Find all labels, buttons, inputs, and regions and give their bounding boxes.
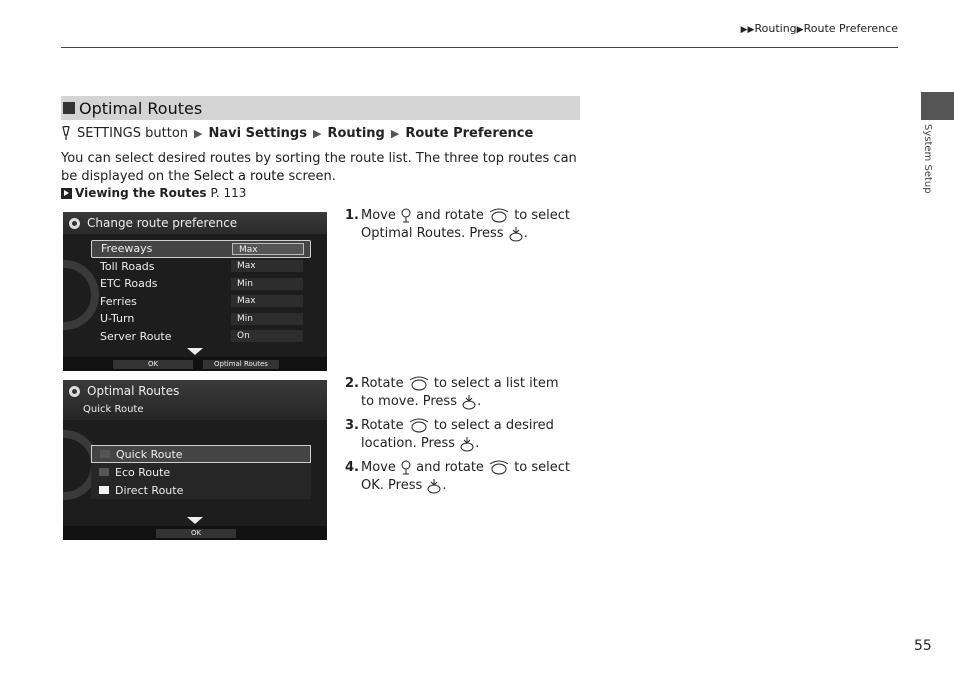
step-2 xyxy=(345,375,575,411)
interface-dial-rotate-icon xyxy=(488,460,510,476)
heading-square-icon xyxy=(63,102,75,114)
xref-title[interactable]: Viewing the Routes xyxy=(75,186,207,200)
step-text: Rotate xyxy=(361,418,404,433)
path-start: SETTINGS button xyxy=(77,126,189,141)
list-item-ferries[interactable] xyxy=(91,293,311,311)
side-tab-label: System Setup xyxy=(922,124,933,194)
list-item-label: Ferries xyxy=(100,294,137,308)
path-routing: Routing xyxy=(327,126,385,141)
steps-group-2 xyxy=(345,375,575,501)
step-text: to select xyxy=(514,208,571,223)
list-item-direct-route[interactable] xyxy=(91,481,311,499)
list-item-label: Toll Roads xyxy=(100,259,155,273)
enter-press-icon xyxy=(461,394,477,410)
path-arrow-icon: ▶ xyxy=(390,127,400,140)
step-text: . xyxy=(442,478,447,493)
checkbox-checked-icon xyxy=(99,486,109,494)
interface-dial-rotate-icon xyxy=(408,418,430,434)
interface-dial-rotate-icon xyxy=(408,376,430,392)
step-number: 2. xyxy=(345,376,359,391)
joystick-move-icon xyxy=(400,208,412,224)
step-text: to select xyxy=(514,460,571,475)
step-number: 4. xyxy=(345,460,359,475)
list-item-value: Max xyxy=(231,260,303,272)
menu-path xyxy=(61,126,533,141)
step-3 xyxy=(345,417,575,453)
step-4 xyxy=(345,459,575,495)
route-preference-list xyxy=(91,240,311,345)
screen-title-bar xyxy=(63,380,327,402)
breadcrumb-arrow-icon: ▶▶ xyxy=(740,25,755,35)
list-item-label: Quick Route xyxy=(116,447,183,461)
optimal-routes-button[interactable]: Optimal Routes xyxy=(203,360,279,369)
ui-term-optimal-routes: Optimal Routes xyxy=(361,226,462,241)
list-item-label: Freeways xyxy=(101,242,153,256)
step-text: Move xyxy=(361,460,396,475)
step-text: Move xyxy=(361,208,396,223)
screen-optimal-routes xyxy=(63,380,327,540)
step-text: and rotate xyxy=(416,208,484,223)
checkbox-icon xyxy=(100,450,110,458)
screen-subtitle: Quick Route xyxy=(83,404,144,415)
step-text: . Press xyxy=(379,478,423,493)
cross-reference[interactable] xyxy=(61,186,246,200)
list-item-label: Server Route xyxy=(100,329,172,343)
section-heading xyxy=(61,96,580,120)
list-item-quick-route[interactable] xyxy=(91,445,311,463)
list-item-label: U-Turn xyxy=(100,312,135,326)
step-1 xyxy=(345,207,575,243)
xref-page: P. 113 xyxy=(210,186,247,200)
path-arrow-icon: ▶ xyxy=(312,127,322,140)
talk-icon xyxy=(61,126,71,141)
scroll-down-icon[interactable] xyxy=(187,517,203,524)
scroll-down-icon[interactable] xyxy=(187,348,203,355)
screen-title-bar xyxy=(63,212,327,234)
ui-term-select-a-route: Select a route xyxy=(193,169,285,184)
list-item-value: Max xyxy=(232,243,304,255)
enter-press-icon xyxy=(426,478,442,494)
screen-title: Optimal Routes xyxy=(87,384,180,398)
step-number: 1. xyxy=(345,208,359,223)
list-item-label: ETC Roads xyxy=(100,277,158,291)
list-item-value: Max xyxy=(231,295,303,307)
breadcrumb-arrow-icon: ▶ xyxy=(796,25,804,35)
step-number: 3. xyxy=(345,418,359,433)
path-arrow-icon: ▶ xyxy=(194,127,203,140)
list-item-label: Eco Route xyxy=(115,465,171,479)
ok-button[interactable]: OK xyxy=(113,360,193,369)
ok-button[interactable]: OK xyxy=(156,529,236,538)
step-text: to select a list item to move. Press xyxy=(361,376,559,409)
step-text: . xyxy=(477,394,482,409)
side-tab-marker xyxy=(921,92,954,120)
steps-group-1 xyxy=(345,207,575,249)
path-route-preference: Route Preference xyxy=(405,126,534,141)
screen-title: Change route preference xyxy=(87,216,238,230)
enter-press-icon xyxy=(508,226,524,242)
breadcrumb xyxy=(741,22,898,35)
description-text: You can select desired routes by sorting the route list. The three top routes can be displayed on the xyxy=(61,151,577,184)
button-bar xyxy=(63,526,327,540)
list-item-freeways[interactable] xyxy=(91,240,311,258)
screen-change-route-preference xyxy=(63,212,327,371)
list-item-eco-route[interactable] xyxy=(91,463,311,481)
ui-term-ok: OK xyxy=(361,478,380,493)
list-item-value: On xyxy=(231,330,303,342)
gear-icon xyxy=(69,386,80,397)
enter-press-icon xyxy=(459,436,475,452)
list-item-etc-roads[interactable] xyxy=(91,275,311,293)
list-item-value: Min xyxy=(231,278,303,290)
description-text-end: screen. xyxy=(284,169,336,184)
page-number: 55 xyxy=(914,638,932,654)
list-item-label: Direct Route xyxy=(115,483,184,497)
joystick-move-icon xyxy=(400,460,412,476)
interface-dial-rotate-icon xyxy=(488,208,510,224)
breadcrumb-item-routing[interactable]: Routing xyxy=(754,22,797,35)
step-text: Rotate xyxy=(361,376,404,391)
step-text: . Press xyxy=(461,226,504,241)
crossref-arrow-icon xyxy=(61,188,72,199)
step-text: . xyxy=(475,436,480,451)
path-navi-settings: Navi Settings xyxy=(208,126,307,141)
list-item-u-turn[interactable] xyxy=(91,310,311,328)
step-text: and rotate xyxy=(416,460,484,475)
step-text: . xyxy=(523,226,528,241)
step-text: to select a desired location. Press xyxy=(361,418,554,451)
breadcrumb-item-route-preference[interactable]: Route Preference xyxy=(803,22,898,35)
optimal-routes-list xyxy=(91,445,311,499)
section-title: Optimal Routes xyxy=(79,98,203,118)
list-item-value: Min xyxy=(231,313,303,325)
list-item-server-route[interactable] xyxy=(91,328,311,346)
gear-icon xyxy=(69,218,80,229)
description xyxy=(61,150,581,186)
button-bar xyxy=(63,357,327,371)
header-divider xyxy=(61,47,898,48)
checkbox-icon xyxy=(99,468,109,476)
list-item-toll-roads[interactable] xyxy=(91,258,311,276)
